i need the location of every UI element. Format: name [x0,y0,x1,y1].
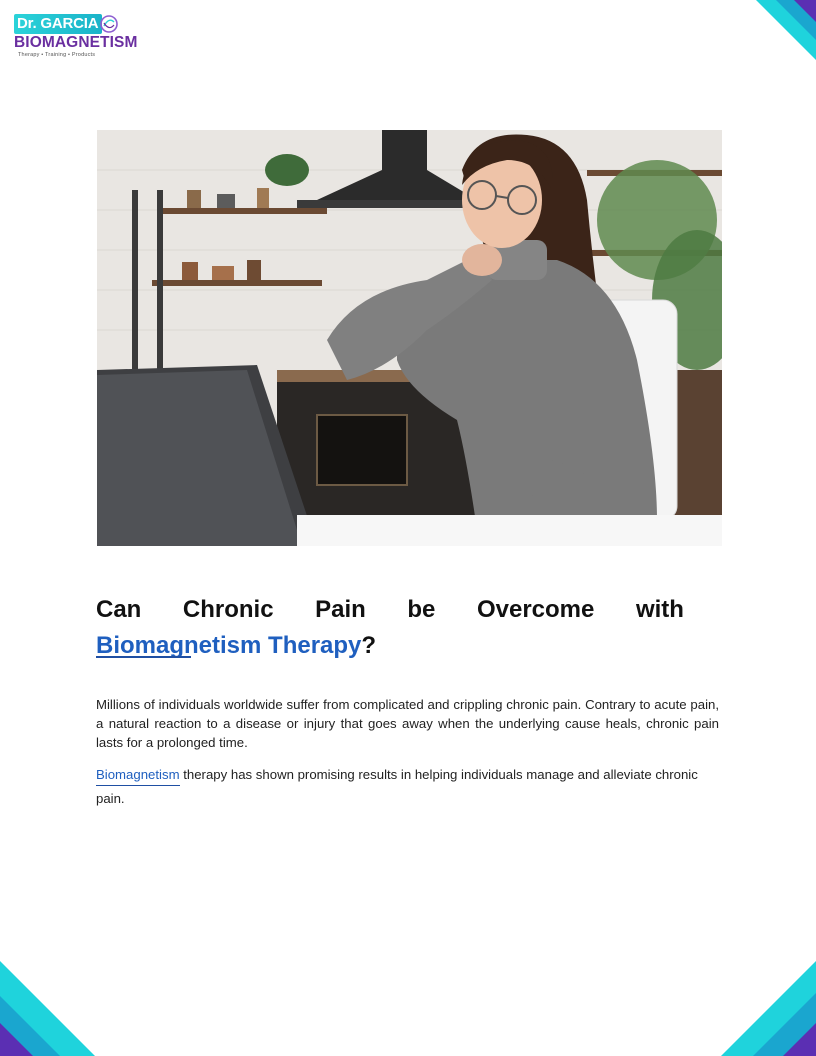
brand-logo[interactable] [14,14,154,66]
title-word: with [635,596,684,623]
hero-photo [97,130,722,546]
title-line-2 [96,628,684,664]
biomagnetism-link[interactable]: Biomagnetism [96,767,180,782]
title-word: Pain [315,596,366,623]
title-word: Can [96,596,142,623]
paragraph-intro: Millions of individuals worldwide suffer from complicated and crippling chronic pain. Contrary to acute pain, a natural reaction to a disease or injury that goes away when the underlying cause heals, chronic pain lasts for a prolonged time. [96,697,719,750]
paragraph-biomagnetism [96,763,719,811]
paragraph-biomagnetism-text: therapy has shown promising results in helping individuals manage and alleviate chronic pain. [96,767,698,806]
article-title [96,592,684,664]
logo-brand-label: BIOMAGNETISM [14,34,138,51]
logo-dr-label: Dr. GARCIA [14,14,102,34]
corner-decoration-bottom-right [721,961,816,1056]
logo-tagline: Therapy • Training • Products [18,52,96,58]
title-word: be [407,596,436,623]
corner-decoration-top-right [726,0,816,90]
title-question-mark: ? [361,632,377,659]
title-word: Overcome [476,596,595,623]
title-word: Chronic [182,596,274,623]
corner-decoration-bottom-left [0,961,95,1056]
magnet-swirl-icon [99,14,119,34]
title-link-biomagnetism-therapy[interactable]: Biomagnetism Therapy [96,632,362,659]
title-line-1 [96,592,684,628]
